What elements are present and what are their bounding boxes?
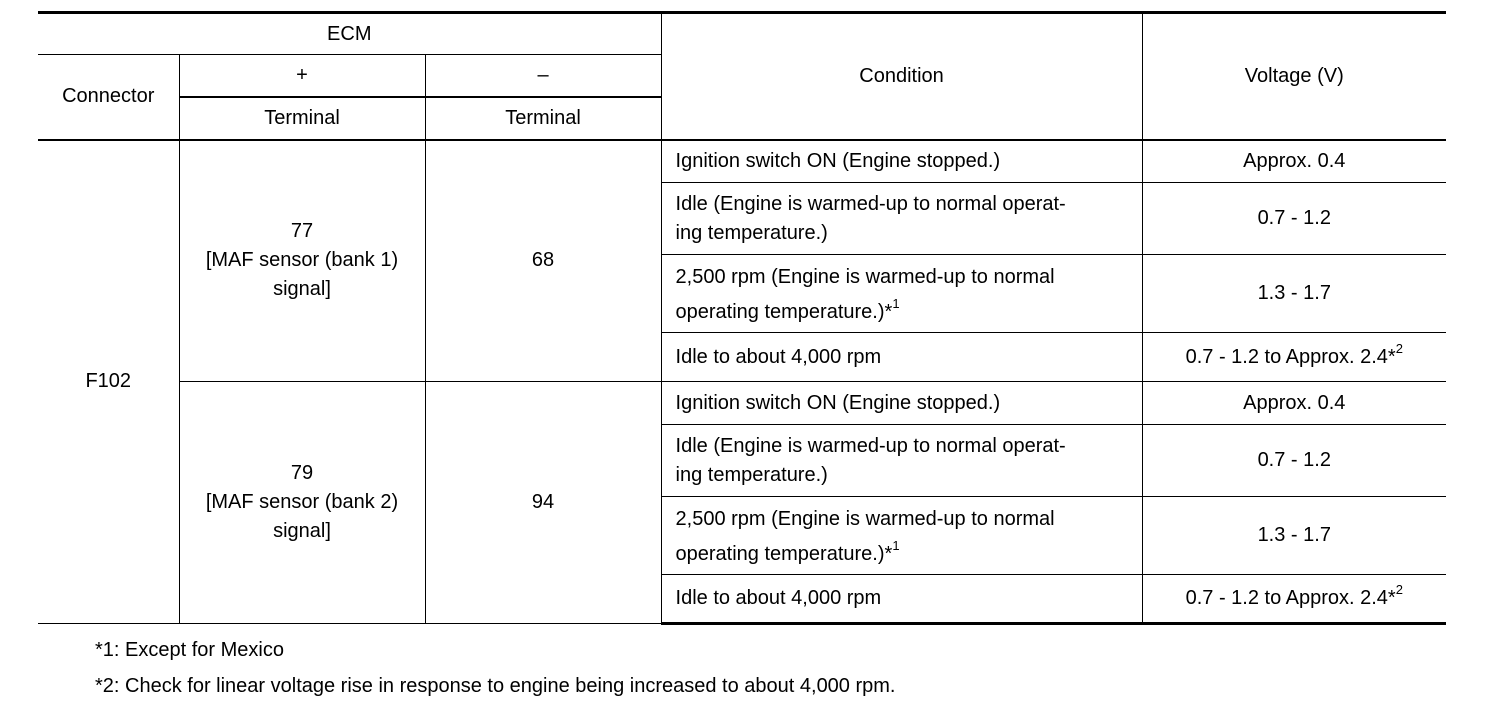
connector-header: Connector [38, 55, 179, 140]
voltage-cell: Approx. 0.4 [1142, 140, 1446, 183]
plus-terminal-desc: [MAF sensor (bank 1) [205, 249, 399, 272]
voltage-cell: 0.7 - 1.2 [1142, 183, 1446, 255]
condition-cell: Idle to about 4,000 rpm [661, 575, 1142, 624]
connector-cell: F102 [38, 140, 179, 624]
voltage-header: Voltage (V) [1142, 13, 1446, 140]
plus-terminal-number: 77 [290, 220, 314, 243]
footnote: *1: Except for Mexico [95, 639, 284, 661]
minus-header: – [425, 55, 661, 97]
condition-cell [661, 183, 1142, 255]
condition-line: ing temperature.) [675, 463, 828, 486]
footnote-ref: 1 [892, 537, 900, 553]
condition-line: Idle (Engine is warmed-up to normal operat- [675, 434, 1066, 457]
condition-cell [661, 497, 1142, 575]
condition-line: ing temperature.) [675, 221, 828, 244]
voltage-cell: 0.7 - 1.2 [1142, 425, 1446, 497]
plus-terminal-cell [179, 140, 425, 382]
voltage-cell [1142, 333, 1446, 382]
footnotes [95, 632, 896, 704]
condition-line: 2,500 rpm (Engine is warmed-up to normal [675, 507, 1055, 530]
voltage-text: 0.7 - 1.2 to Approx. 2.4* [1185, 345, 1396, 368]
condition-text: operating temperature.)* [675, 300, 893, 323]
ecm-header: ECM [38, 13, 661, 55]
minus-terminal-cell: 94 [425, 382, 661, 624]
condition-line: 2,500 rpm (Engine is warmed-up to normal [675, 265, 1055, 288]
condition-header: Condition [661, 13, 1142, 140]
plus-terminal-desc: signal] [273, 278, 331, 301]
plus-terminal-desc: [MAF sensor (bank 2) [205, 491, 399, 513]
footnote-ref: 2 [1395, 340, 1403, 356]
voltage-cell: 1.3 - 1.7 [1142, 255, 1446, 333]
condition-line: Idle (Engine is warmed-up to normal operat- [675, 192, 1066, 215]
plus-terminal-number: 79 [290, 462, 314, 484]
terminal-minus-header: Terminal [425, 97, 661, 140]
ecm-terminal-table [38, 11, 1446, 625]
condition-cell [661, 255, 1142, 333]
footnote-ref: 1 [892, 295, 900, 311]
footnote-ref: 2 [1395, 582, 1403, 598]
minus-terminal-cell: 68 [425, 140, 661, 382]
condition-cell: Idle to about 4,000 rpm [661, 333, 1142, 382]
terminal-plus-header: Terminal [179, 97, 425, 140]
condition-line [676, 537, 1128, 571]
condition-text: operating temperature.)* [675, 542, 893, 565]
plus-terminal-desc: signal] [273, 520, 331, 542]
voltage-text: 0.7 - 1.2 to Approx. 2.4* [1185, 587, 1396, 609]
plus-header: + [179, 55, 425, 97]
condition-cell: Ignition switch ON (Engine stopped.) [661, 140, 1142, 183]
condition-cell [661, 425, 1142, 497]
plus-terminal-cell [179, 382, 425, 624]
voltage-cell: Approx. 0.4 [1142, 382, 1446, 425]
condition-line [676, 295, 1128, 329]
footnote: *2: Check for linear voltage rise in response to engine being increased to about 4,000 rpm. [95, 675, 896, 697]
voltage-cell [1142, 575, 1446, 624]
condition-cell: Ignition switch ON (Engine stopped.) [661, 382, 1142, 425]
voltage-cell: 1.3 - 1.7 [1142, 497, 1446, 575]
